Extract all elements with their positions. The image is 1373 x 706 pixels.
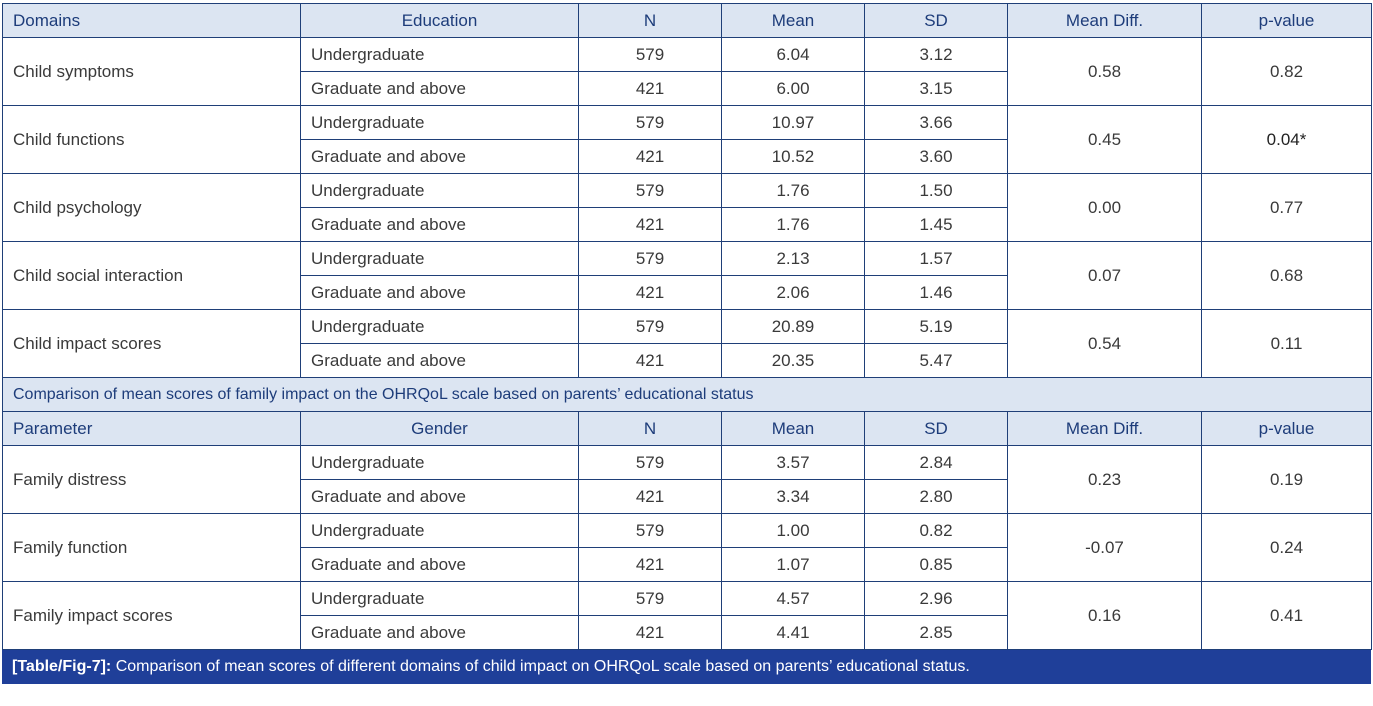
caption-label: [Table/Fig-7]:: [12, 658, 112, 675]
mean-diff-cell: 0.58: [1008, 38, 1202, 106]
sd-cell: 3.60: [865, 140, 1008, 174]
mean-cell: 3.57: [722, 446, 865, 480]
education-cell: Undergraduate: [301, 242, 579, 276]
n-cell: 579: [579, 106, 722, 140]
mean-cell: 1.76: [722, 174, 865, 208]
table-row: [3, 582, 1372, 616]
education-cell: Undergraduate: [301, 310, 579, 344]
sd-cell: 3.66: [865, 106, 1008, 140]
education-cell: Undergraduate: [301, 446, 579, 480]
caption-text: Comparison of mean scores of different domains of child impact on OHRQoL scale based on parents’ educational status.: [115, 658, 970, 675]
table-row: [3, 106, 1372, 140]
p-value-cell: 0.77: [1202, 174, 1372, 242]
mean-cell: 10.97: [722, 106, 865, 140]
mean-diff-cell: -0.07: [1008, 514, 1202, 582]
education-cell: Graduate and above: [301, 276, 579, 310]
education-cell: Undergraduate: [301, 106, 579, 140]
p-value-cell: 0.11: [1202, 310, 1372, 378]
education-cell: Graduate and above: [301, 72, 579, 106]
comparison-table: [2, 3, 1372, 650]
header-row-domains: [3, 4, 1372, 38]
mean-cell: 1.00: [722, 514, 865, 548]
n-cell: 421: [579, 480, 722, 514]
child-impact-body: [3, 38, 1372, 378]
sd-cell: 3.12: [865, 38, 1008, 72]
table-row: [3, 38, 1372, 72]
domain-cell: Child psychology: [3, 174, 301, 242]
n-cell: 421: [579, 616, 722, 650]
n-cell: 579: [579, 174, 722, 208]
mean-cell: 1.76: [722, 208, 865, 242]
n-cell: 421: [579, 276, 722, 310]
education-cell: Undergraduate: [301, 38, 579, 72]
mean-cell: 20.89: [722, 310, 865, 344]
sd-cell: 2.84: [865, 446, 1008, 480]
n-cell: 579: [579, 310, 722, 344]
sd-cell: 0.85: [865, 548, 1008, 582]
col-header-n: N: [579, 4, 722, 38]
col-header-mean-diff: Mean Diff.: [1008, 4, 1202, 38]
sd-cell: 5.19: [865, 310, 1008, 344]
n-cell: 421: [579, 72, 722, 106]
domain-cell: Child impact scores: [3, 310, 301, 378]
mean-cell: 1.07: [722, 548, 865, 582]
n-cell: 579: [579, 582, 722, 616]
col-header-p-value: p-value: [1202, 4, 1372, 38]
table-caption: [2, 650, 1371, 684]
education-cell: Graduate and above: [301, 548, 579, 582]
mean-diff-cell: 0.45: [1008, 106, 1202, 174]
education-cell: Graduate and above: [301, 208, 579, 242]
col-header-mean-2: Mean: [722, 412, 865, 446]
table-row: [3, 242, 1372, 276]
table-row: [3, 310, 1372, 344]
p-value-cell: 0.68: [1202, 242, 1372, 310]
mean-diff-cell: 0.00: [1008, 174, 1202, 242]
domain-cell: Child symptoms: [3, 38, 301, 106]
table-row: [3, 174, 1372, 208]
sd-cell: 1.50: [865, 174, 1008, 208]
p-value-cell: 0.41: [1202, 582, 1372, 650]
col-header-parameter: Parameter: [3, 412, 301, 446]
mean-cell: 2.13: [722, 242, 865, 276]
col-header-mean: Mean: [722, 4, 865, 38]
domain-cell: Family function: [3, 514, 301, 582]
n-cell: 421: [579, 140, 722, 174]
family-impact-body: [3, 446, 1372, 650]
domain-cell: Child functions: [3, 106, 301, 174]
education-cell: Undergraduate: [301, 514, 579, 548]
mean-cell: 20.35: [722, 344, 865, 378]
sd-cell: 3.15: [865, 72, 1008, 106]
domain-cell: Family impact scores: [3, 582, 301, 650]
mean-cell: 10.52: [722, 140, 865, 174]
sd-cell: 2.80: [865, 480, 1008, 514]
sd-cell: 1.46: [865, 276, 1008, 310]
p-value-cell: 0.19: [1202, 446, 1372, 514]
p-value-cell: 0.82: [1202, 38, 1372, 106]
education-cell: Graduate and above: [301, 140, 579, 174]
sd-cell: 2.96: [865, 582, 1008, 616]
n-cell: 579: [579, 242, 722, 276]
n-cell: 579: [579, 514, 722, 548]
education-cell: Graduate and above: [301, 616, 579, 650]
col-header-p-value-2: p-value: [1202, 412, 1372, 446]
p-value-cell: 0.24: [1202, 514, 1372, 582]
domain-cell: Child social interaction: [3, 242, 301, 310]
sd-cell: 1.45: [865, 208, 1008, 242]
sd-cell: 1.57: [865, 242, 1008, 276]
mean-diff-cell: 0.07: [1008, 242, 1202, 310]
education-cell: Graduate and above: [301, 344, 579, 378]
sd-cell: 2.85: [865, 616, 1008, 650]
n-cell: 421: [579, 548, 722, 582]
n-cell: 579: [579, 446, 722, 480]
table-figure: [2, 3, 1371, 684]
education-cell: Undergraduate: [301, 174, 579, 208]
mean-diff-cell: 0.23: [1008, 446, 1202, 514]
mean-cell: 4.57: [722, 582, 865, 616]
header-row-parameter: [3, 412, 1372, 446]
n-cell: 421: [579, 208, 722, 242]
mean-diff-cell: 0.16: [1008, 582, 1202, 650]
mean-cell: 2.06: [722, 276, 865, 310]
family-section-header: [3, 378, 1372, 446]
mean-diff-cell: 0.54: [1008, 310, 1202, 378]
mean-cell: 6.04: [722, 38, 865, 72]
sd-cell: 0.82: [865, 514, 1008, 548]
col-header-sd-2: SD: [865, 412, 1008, 446]
col-header-domains: Domains: [3, 4, 301, 38]
section-title: Comparison of mean scores of family impact on the OHRQoL scale based on parents’ educational status: [3, 378, 1372, 412]
mean-cell: 4.41: [722, 616, 865, 650]
col-header-n-2: N: [579, 412, 722, 446]
domain-cell: Family distress: [3, 446, 301, 514]
col-header-gender: Gender: [301, 412, 579, 446]
col-header-mean-diff-2: Mean Diff.: [1008, 412, 1202, 446]
mean-cell: 6.00: [722, 72, 865, 106]
education-cell: Graduate and above: [301, 480, 579, 514]
education-cell: Undergraduate: [301, 582, 579, 616]
col-header-education: Education: [301, 4, 579, 38]
col-header-sd: SD: [865, 4, 1008, 38]
sd-cell: 5.47: [865, 344, 1008, 378]
table-row: [3, 446, 1372, 480]
p-value-cell: 0.04*: [1202, 106, 1372, 174]
mean-cell: 3.34: [722, 480, 865, 514]
n-cell: 421: [579, 344, 722, 378]
table-row: [3, 514, 1372, 548]
n-cell: 579: [579, 38, 722, 72]
section-title-row: [3, 378, 1372, 412]
